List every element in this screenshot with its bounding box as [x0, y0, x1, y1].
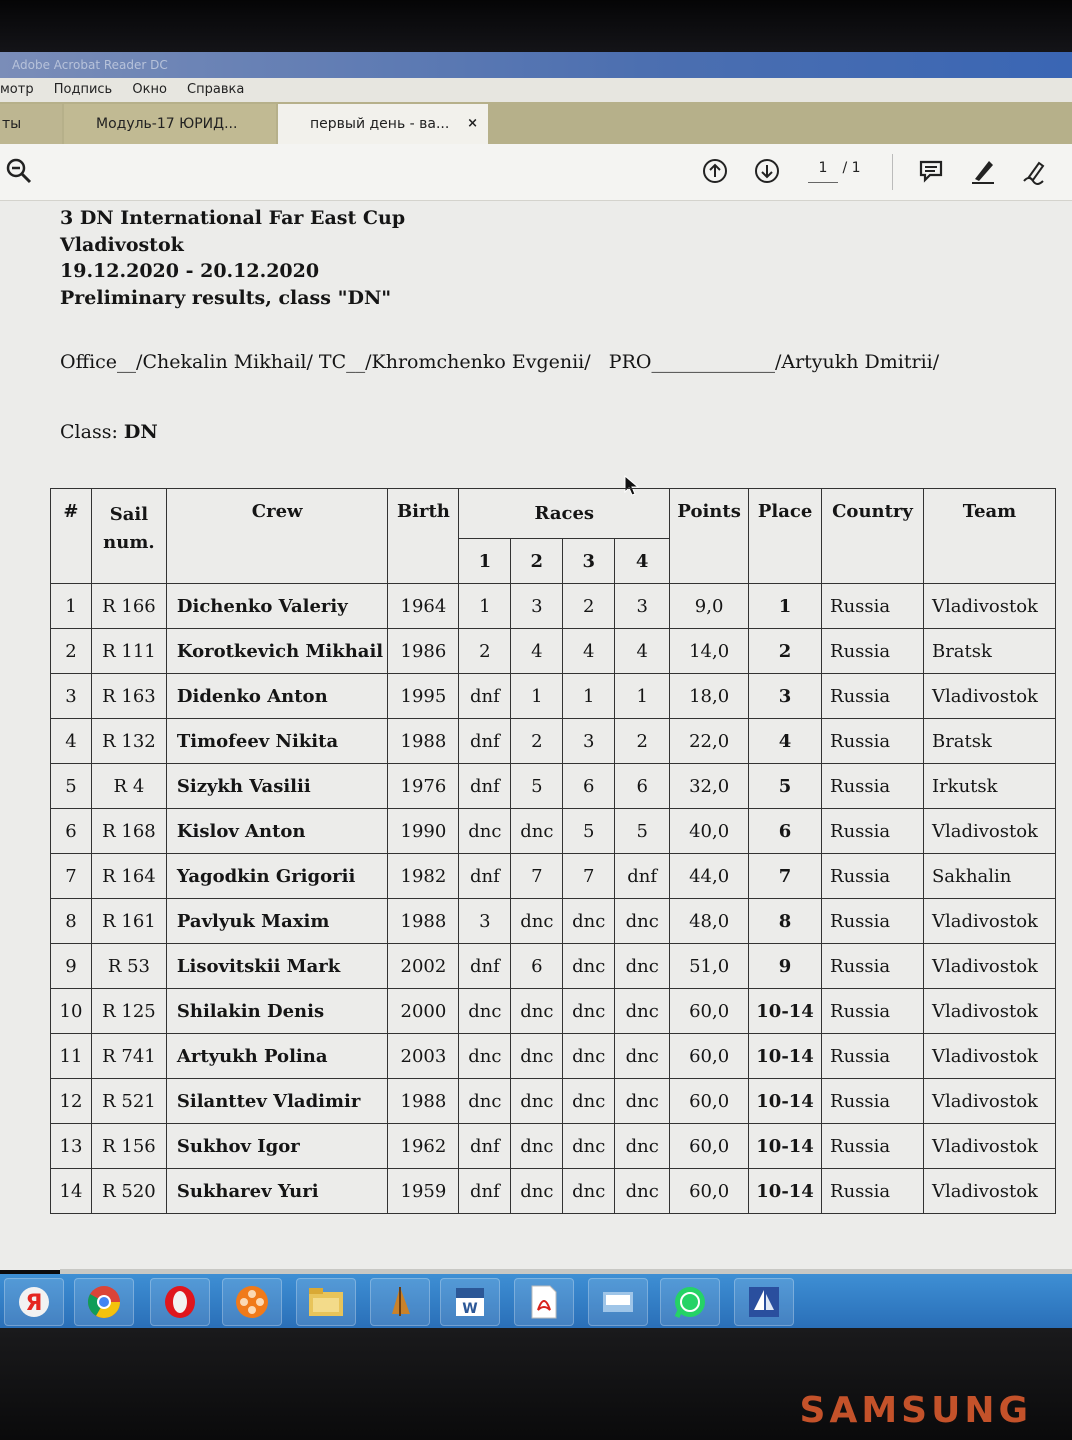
race-4-result: dnc [615, 1079, 670, 1124]
place: 5 [749, 764, 822, 809]
race-2-result: 3 [511, 584, 563, 629]
country: Russia [822, 629, 924, 674]
sail-number: R 132 [91, 719, 166, 764]
team: Vladivostok [923, 1034, 1055, 1079]
country: Russia [822, 719, 924, 764]
race-4-result: 2 [615, 719, 670, 764]
crew-name: Didenko Anton [166, 674, 388, 719]
race-1-result: 3 [459, 899, 511, 944]
race-1-result: dnf [459, 854, 511, 899]
points: 60,0 [670, 989, 749, 1034]
place: 10-14 [749, 1034, 822, 1079]
race-2-result: dnc [511, 1124, 563, 1169]
file-explorer-icon[interactable] [296, 1278, 356, 1326]
table-row [51, 1034, 1056, 1079]
sail-number: R 53 [91, 944, 166, 989]
country: Russia [822, 1034, 924, 1079]
race-1-result: dnc [459, 1034, 511, 1079]
tab-tools-label: ты [2, 116, 22, 132]
menu-item-view[interactable]: мотр [0, 82, 34, 97]
table-row [51, 944, 1056, 989]
team: Vladivostok [923, 989, 1055, 1034]
birth-year: 1962 [388, 1124, 459, 1169]
points: 22,0 [670, 719, 749, 764]
window-title: Adobe Acrobat Reader DC [12, 58, 168, 72]
race-4-result: 3 [615, 584, 670, 629]
page-total: / 1 [842, 160, 861, 176]
race-4-result: dnc [615, 944, 670, 989]
table-row [51, 809, 1056, 854]
table-row [51, 1079, 1056, 1124]
race-2-result: 2 [511, 719, 563, 764]
sail-number: R 163 [91, 674, 166, 719]
crew-name: Sukhov Igor [166, 1124, 388, 1169]
tab-module-17[interactable] [64, 104, 276, 144]
points: 14,0 [670, 629, 749, 674]
place: 2 [749, 629, 822, 674]
race-2-result: 5 [511, 764, 563, 809]
row-number: 14 [51, 1169, 92, 1214]
comment-icon[interactable] [916, 156, 946, 186]
col-header-race-2: 2 [511, 539, 563, 584]
sail-number: R 4 [91, 764, 166, 809]
race-1-result: dnf [459, 1169, 511, 1214]
birth-year: 1986 [388, 629, 459, 674]
race-3-result: dnc [563, 1124, 615, 1169]
points: 60,0 [670, 1079, 749, 1124]
results-subtitle: Preliminary results, class "DN" [60, 286, 392, 309]
team: Vladivostok [923, 674, 1055, 719]
word-icon[interactable] [440, 1278, 500, 1326]
points: 48,0 [670, 899, 749, 944]
team: Irkutsk [923, 764, 1055, 809]
race-2-result: dnc [511, 1079, 563, 1124]
row-number: 12 [51, 1079, 92, 1124]
crew-name: Pavlyuk Maxim [166, 899, 388, 944]
whatsapp-icon[interactable] [660, 1278, 720, 1326]
race-2-result: dnc [511, 1169, 563, 1214]
race-2-result: dnc [511, 899, 563, 944]
points: 60,0 [670, 1124, 749, 1169]
table-row [51, 899, 1056, 944]
place: 7 [749, 854, 822, 899]
race-3-result: 1 [563, 674, 615, 719]
birth-year: 1990 [388, 809, 459, 854]
race-3-result: dnc [563, 1034, 615, 1079]
points: 60,0 [670, 1169, 749, 1214]
next-page-icon[interactable] [752, 156, 782, 186]
class-value: DN [123, 421, 158, 443]
team: Vladivostok [923, 809, 1055, 854]
acrobat-toolbar [0, 144, 1072, 201]
crew-name: Korotkevich Mikhail [166, 629, 388, 674]
col-header-team: Team [923, 489, 1055, 584]
row-number: 1 [51, 584, 92, 629]
tab-first-day-label: первый день - ва... [310, 116, 450, 132]
window-titlebar [0, 52, 1072, 78]
monitor-brand-logo: SAMSUNG [799, 1390, 1032, 1431]
place: 10-14 [749, 1124, 822, 1169]
row-number: 9 [51, 944, 92, 989]
sail-number: R 125 [91, 989, 166, 1034]
race-4-result: 1 [615, 674, 670, 719]
country: Russia [822, 899, 924, 944]
sign-icon[interactable] [1020, 156, 1050, 186]
country: Russia [822, 674, 924, 719]
race-1-result: dnc [459, 1079, 511, 1124]
regatta-app-icon[interactable] [734, 1278, 794, 1326]
menu-item-sign[interactable]: Подпись [53, 82, 113, 97]
race-1-result: dnf [459, 764, 511, 809]
sail-number: R 161 [91, 899, 166, 944]
sail-number: R 166 [91, 584, 166, 629]
tab-first-day-active[interactable] [278, 104, 488, 144]
event-location: Vladivostok [60, 233, 184, 256]
team: Vladivostok [923, 1169, 1055, 1214]
row-number: 7 [51, 854, 92, 899]
sail-number: R 111 [91, 629, 166, 674]
tab-tools[interactable] [0, 104, 62, 144]
monitor-bezel-bottom [0, 1328, 1072, 1440]
place: 3 [749, 674, 822, 719]
race-3-result: dnc [563, 1169, 615, 1214]
chrome-icon[interactable] [74, 1278, 134, 1326]
race-2-result: 6 [511, 944, 563, 989]
race-4-result: 5 [615, 809, 670, 854]
country: Russia [822, 854, 924, 899]
race-2-result: 7 [511, 854, 563, 899]
team: Vladivostok [923, 899, 1055, 944]
team: Vladivostok [923, 584, 1055, 629]
birth-year: 2002 [388, 944, 459, 989]
race-1-result: dnc [459, 989, 511, 1034]
points: 60,0 [670, 1034, 749, 1079]
sail-number: R 168 [91, 809, 166, 854]
crew-name: Sizykh Vasilii [166, 764, 388, 809]
country: Russia [822, 764, 924, 809]
col-header-sail [91, 489, 166, 584]
col-header-country: Country [822, 489, 924, 584]
yandex-browser-icon[interactable] [4, 1278, 64, 1326]
menu-item-window[interactable]: Окно [132, 82, 167, 97]
windows-taskbar [0, 1274, 1072, 1328]
race-4-result: dnc [615, 899, 670, 944]
col-header-number: # [51, 489, 92, 584]
race-2-result: 4 [511, 629, 563, 674]
col-header-sail-line2: num. [103, 532, 155, 553]
toolbar-divider [892, 154, 893, 190]
country: Russia [822, 1124, 924, 1169]
points: 18,0 [670, 674, 749, 719]
birth-year: 2003 [388, 1034, 459, 1079]
race-4-result: 4 [615, 629, 670, 674]
document-header [60, 205, 405, 311]
team: Sakhalin [923, 854, 1055, 899]
table-row [51, 719, 1056, 764]
row-number: 10 [51, 989, 92, 1034]
country: Russia [822, 809, 924, 854]
menu-bar [0, 78, 1072, 103]
row-number: 5 [51, 764, 92, 809]
sail-number: R 521 [91, 1079, 166, 1124]
scanner-app-icon[interactable] [588, 1278, 648, 1326]
table-row [51, 584, 1056, 629]
race-3-result: dnc [563, 1079, 615, 1124]
race-4-result: dnf [615, 854, 670, 899]
table-row [51, 674, 1056, 719]
race-3-result: 4 [563, 629, 615, 674]
race-4-result: dnc [615, 1034, 670, 1079]
race-4-result: dnc [615, 989, 670, 1034]
zoom-out-icon[interactable] [4, 156, 34, 186]
svg-text:W: W [462, 1301, 478, 1317]
col-header-place: Place [749, 489, 822, 584]
menu-item-help[interactable]: Справка [187, 82, 245, 97]
event-title: 3 DN International Far East Cup [60, 207, 406, 229]
birth-year: 1988 [388, 1079, 459, 1124]
table-row [51, 629, 1056, 674]
team: Bratsk [923, 719, 1055, 764]
col-header-race-1: 1 [459, 539, 511, 584]
race-1-result: dnf [459, 674, 511, 719]
row-number: 2 [51, 629, 92, 674]
col-header-races: Races [459, 489, 670, 539]
points: 9,0 [670, 584, 749, 629]
race-3-result: 2 [563, 584, 615, 629]
race-3-result: dnc [563, 899, 615, 944]
event-dates: 19.12.2020 - 20.12.2020 [60, 260, 320, 282]
country: Russia [822, 584, 924, 629]
race-3-result: 7 [563, 854, 615, 899]
race-2-result: dnc [511, 809, 563, 854]
points: 40,0 [670, 809, 749, 854]
sail-number: R 156 [91, 1124, 166, 1169]
table-row [51, 764, 1056, 809]
crew-name: Timofeev Nikita [166, 719, 388, 764]
race-2-result: dnc [511, 1034, 563, 1079]
row-number: 13 [51, 1124, 92, 1169]
sailing-app-icon[interactable] [370, 1278, 430, 1326]
class-label: Class: [60, 421, 124, 443]
team: Vladivostok [923, 944, 1055, 989]
race-1-result: dnf [459, 719, 511, 764]
country: Russia [822, 1079, 924, 1124]
points: 32,0 [670, 764, 749, 809]
crew-name: Sukharev Yuri [166, 1169, 388, 1214]
team: Vladivostok [923, 1124, 1055, 1169]
country: Russia [822, 1169, 924, 1214]
svg-text:Я: Я [25, 1291, 43, 1316]
team: Bratsk [923, 629, 1055, 674]
row-number: 11 [51, 1034, 92, 1079]
crew-name: Shilakin Denis [166, 989, 388, 1034]
race-2-result: dnc [511, 989, 563, 1034]
opera-icon[interactable] [150, 1278, 210, 1326]
race-4-result: 6 [615, 764, 670, 809]
birth-year: 1988 [388, 899, 459, 944]
crew-name: Dichenko Valeriy [166, 584, 388, 629]
crew-name: Yagodkin Grigorii [166, 854, 388, 899]
place: 6 [749, 809, 822, 854]
birth-year: 1959 [388, 1169, 459, 1214]
results-table [50, 488, 1056, 1214]
place: 1 [749, 584, 822, 629]
race-4-result: dnc [615, 1169, 670, 1214]
sail-number: R 520 [91, 1169, 166, 1214]
col-header-crew: Crew [166, 489, 388, 584]
points: 51,0 [670, 944, 749, 989]
acrobat-reader-icon[interactable] [514, 1278, 574, 1326]
race-3-result: 5 [563, 809, 615, 854]
race-2-result: 1 [511, 674, 563, 719]
highlight-pen-icon[interactable] [968, 156, 998, 186]
place: 10-14 [749, 1169, 822, 1214]
row-number: 8 [51, 899, 92, 944]
birth-year: 1995 [388, 674, 459, 719]
table-row [51, 1124, 1056, 1169]
page-number-input[interactable]: 1 [808, 160, 838, 183]
pdf-document-page [0, 201, 1072, 1270]
document-tab-bar [0, 102, 1072, 144]
previous-page-icon[interactable] [700, 156, 730, 186]
monitor-bezel-top [0, 0, 1072, 52]
birth-year: 1976 [388, 764, 459, 809]
race-3-result: 6 [563, 764, 615, 809]
race-1-result: 2 [459, 629, 511, 674]
birth-year: 1988 [388, 719, 459, 764]
table-row [51, 1169, 1056, 1214]
row-number: 6 [51, 809, 92, 854]
col-header-birth: Birth [388, 489, 459, 584]
birth-year: 2000 [388, 989, 459, 1034]
place: 10-14 [749, 1079, 822, 1124]
table-row [51, 854, 1056, 899]
points: 44,0 [670, 854, 749, 899]
media-player-icon[interactable] [222, 1278, 282, 1326]
place: 8 [749, 899, 822, 944]
race-1-result: dnf [459, 944, 511, 989]
race-1-result: dnf [459, 1124, 511, 1169]
crew-name: Artyukh Polina [166, 1034, 388, 1079]
row-number: 4 [51, 719, 92, 764]
crew-name: Kislov Anton [166, 809, 388, 854]
class-line [60, 421, 158, 443]
page-indicator [808, 160, 861, 183]
team: Vladivostok [923, 1079, 1055, 1124]
place: 4 [749, 719, 822, 764]
col-header-race-3: 3 [563, 539, 615, 584]
col-header-sail-line1: Sail [109, 504, 149, 525]
country: Russia [822, 989, 924, 1034]
race-3-result: dnc [563, 944, 615, 989]
tab-module-17-label: Модуль-17 ЮРИД... [96, 116, 238, 132]
sail-number: R 741 [91, 1034, 166, 1079]
col-header-points: Points [670, 489, 749, 584]
race-4-result: dnc [615, 1124, 670, 1169]
table-row [51, 989, 1056, 1034]
place: 10-14 [749, 989, 822, 1034]
close-icon[interactable]: × [467, 116, 478, 131]
birth-year: 1964 [388, 584, 459, 629]
crew-name: Silanttev Vladimir [166, 1079, 388, 1124]
col-header-race-4: 4 [615, 539, 670, 584]
race-1-result: 1 [459, 584, 511, 629]
birth-year: 1982 [388, 854, 459, 899]
crew-name: Lisovitskii Mark [166, 944, 388, 989]
race-3-result: 3 [563, 719, 615, 764]
sail-number: R 164 [91, 854, 166, 899]
country: Russia [822, 944, 924, 989]
race-1-result: dnc [459, 809, 511, 854]
race-3-result: dnc [563, 989, 615, 1034]
place: 9 [749, 944, 822, 989]
row-number: 3 [51, 674, 92, 719]
race-officials-line: Office__/Chekalin Mikhail/ TC__/Khromchenko Evgenii/ PRO_____________/Artyukh Dmitrii/ [60, 351, 940, 373]
